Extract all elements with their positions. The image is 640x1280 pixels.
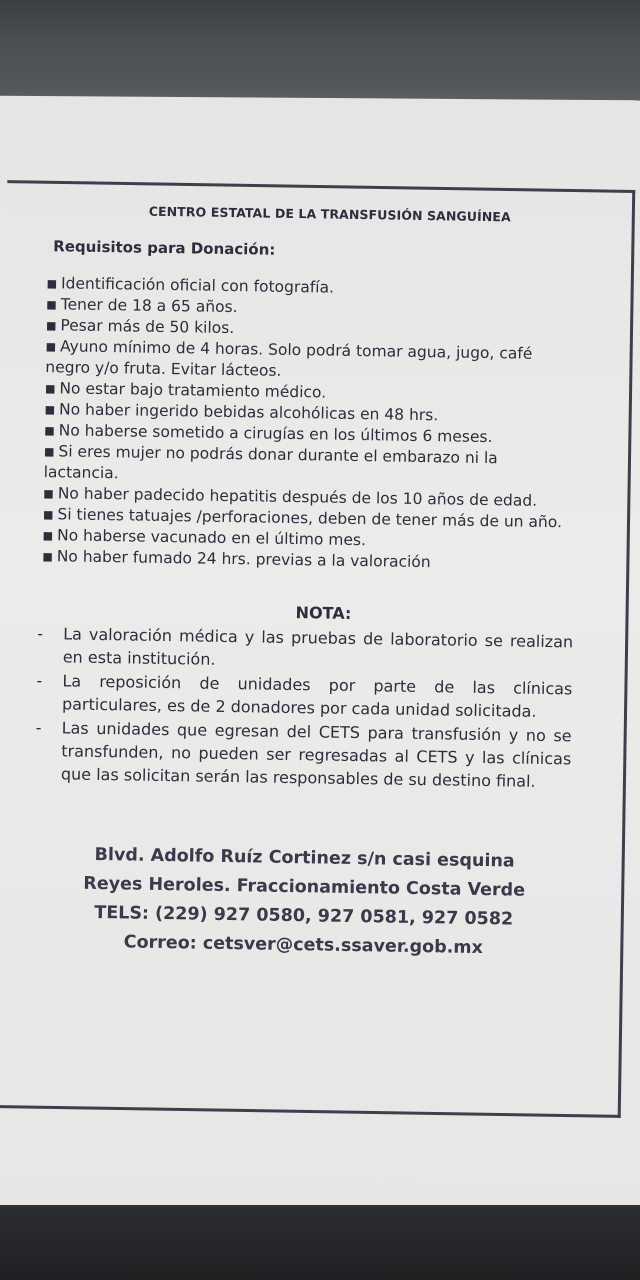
- table-surface: [0, 1205, 640, 1280]
- address-line: Blvd. Adolfo Ruíz Cortinez s/n casi esquina: [94, 844, 515, 872]
- requirement-item: ■ Ayuno mínimo de 4 horas. Solo podrá tomar agua, jugo, café negro y/o fruta. Evitar lácteos.: [45, 337, 533, 380]
- requirements-list: [34, 273, 579, 575]
- requirement-item: ■ No estar bajo tratamiento médico.: [44, 379, 327, 402]
- requirement-item: ■ No haberse sometido a cirugías en los últimos 6 meses.: [44, 421, 493, 447]
- phone-numbers: TELS: (229) 927 0580, 927 0581, 927 0582: [94, 902, 514, 930]
- note-item: - La reposición de unidades por parte de las clínicas particulares, es de 2 donadores por cada unidad solicitada.: [36, 671, 573, 721]
- bullet-icon: ■: [45, 340, 57, 354]
- requirements-title: Requisitos para Donación:: [53, 237, 276, 259]
- requirement-item: ■ Si eres mujer no podrás donar durante el embarazo ni la lactancia.: [43, 442, 498, 483]
- bullet-icon: ■: [43, 487, 54, 501]
- requirement-item: ■ Tener de 18 a 65 años.: [46, 295, 238, 317]
- requirement-item: ■ No haberse vacunado en el último mes.: [42, 526, 367, 550]
- document-header: CENTRO ESTATAL DE LA TRANSFUSIÓN SANGUÍNEA: [148, 203, 511, 225]
- bullet-icon: ■: [44, 424, 55, 438]
- requirement-item: ■ No haber ingerido bebidas alcohólicas en 48 hrs.: [44, 400, 439, 425]
- notes-list: [31, 622, 573, 793]
- document-content: [28, 198, 580, 964]
- bullet-icon: ■: [44, 403, 56, 417]
- dash-icon: -: [36, 671, 43, 691]
- bullet-icon: ■: [42, 508, 54, 522]
- bullet-icon: ■: [42, 550, 53, 564]
- address-line: Reyes Heroles. Fraccionamiento Costa Verde: [83, 873, 526, 901]
- requirement-item: ■ No haber fumado 24 hrs. previas a la valoración: [42, 547, 431, 572]
- bullet-icon: ■: [45, 319, 57, 333]
- address-block: [38, 840, 570, 964]
- requirement-item: ■ No haber padecido hepatitis después de los 10 años de edad.: [43, 484, 538, 510]
- requirement-item: ■ Identificación oficial con fotografía.: [46, 274, 335, 297]
- note-item: - La valoración médica y las pruebas de laboratorio se realizan en esta institución.: [37, 624, 574, 669]
- dash-icon: -: [35, 717, 42, 738]
- email-address: Correo: cetsver@cets.ssaver.gob.mx: [123, 932, 484, 959]
- note-item: - Las unidades que egresan del CETS para transfusión y no se transfunden, no pueden ser regresadas al CETS y las clínicas que las solicitan serán las responsables de su destino final.: [35, 717, 572, 791]
- requirement-item: ■ Pesar más de 50 kilos.: [45, 316, 235, 338]
- bullet-icon: ■: [42, 529, 54, 543]
- nota-title: NOTA:: [295, 603, 352, 623]
- bullet-icon: ■: [46, 277, 58, 291]
- bullet-icon: ■: [44, 382, 56, 396]
- dash-icon: -: [37, 624, 44, 644]
- requirement-item: ■ Si tienes tatuajes /perforaciones, deben de tener más de un año.: [42, 505, 563, 532]
- bullet-icon: ■: [46, 298, 57, 312]
- bullet-icon: ■: [43, 445, 55, 459]
